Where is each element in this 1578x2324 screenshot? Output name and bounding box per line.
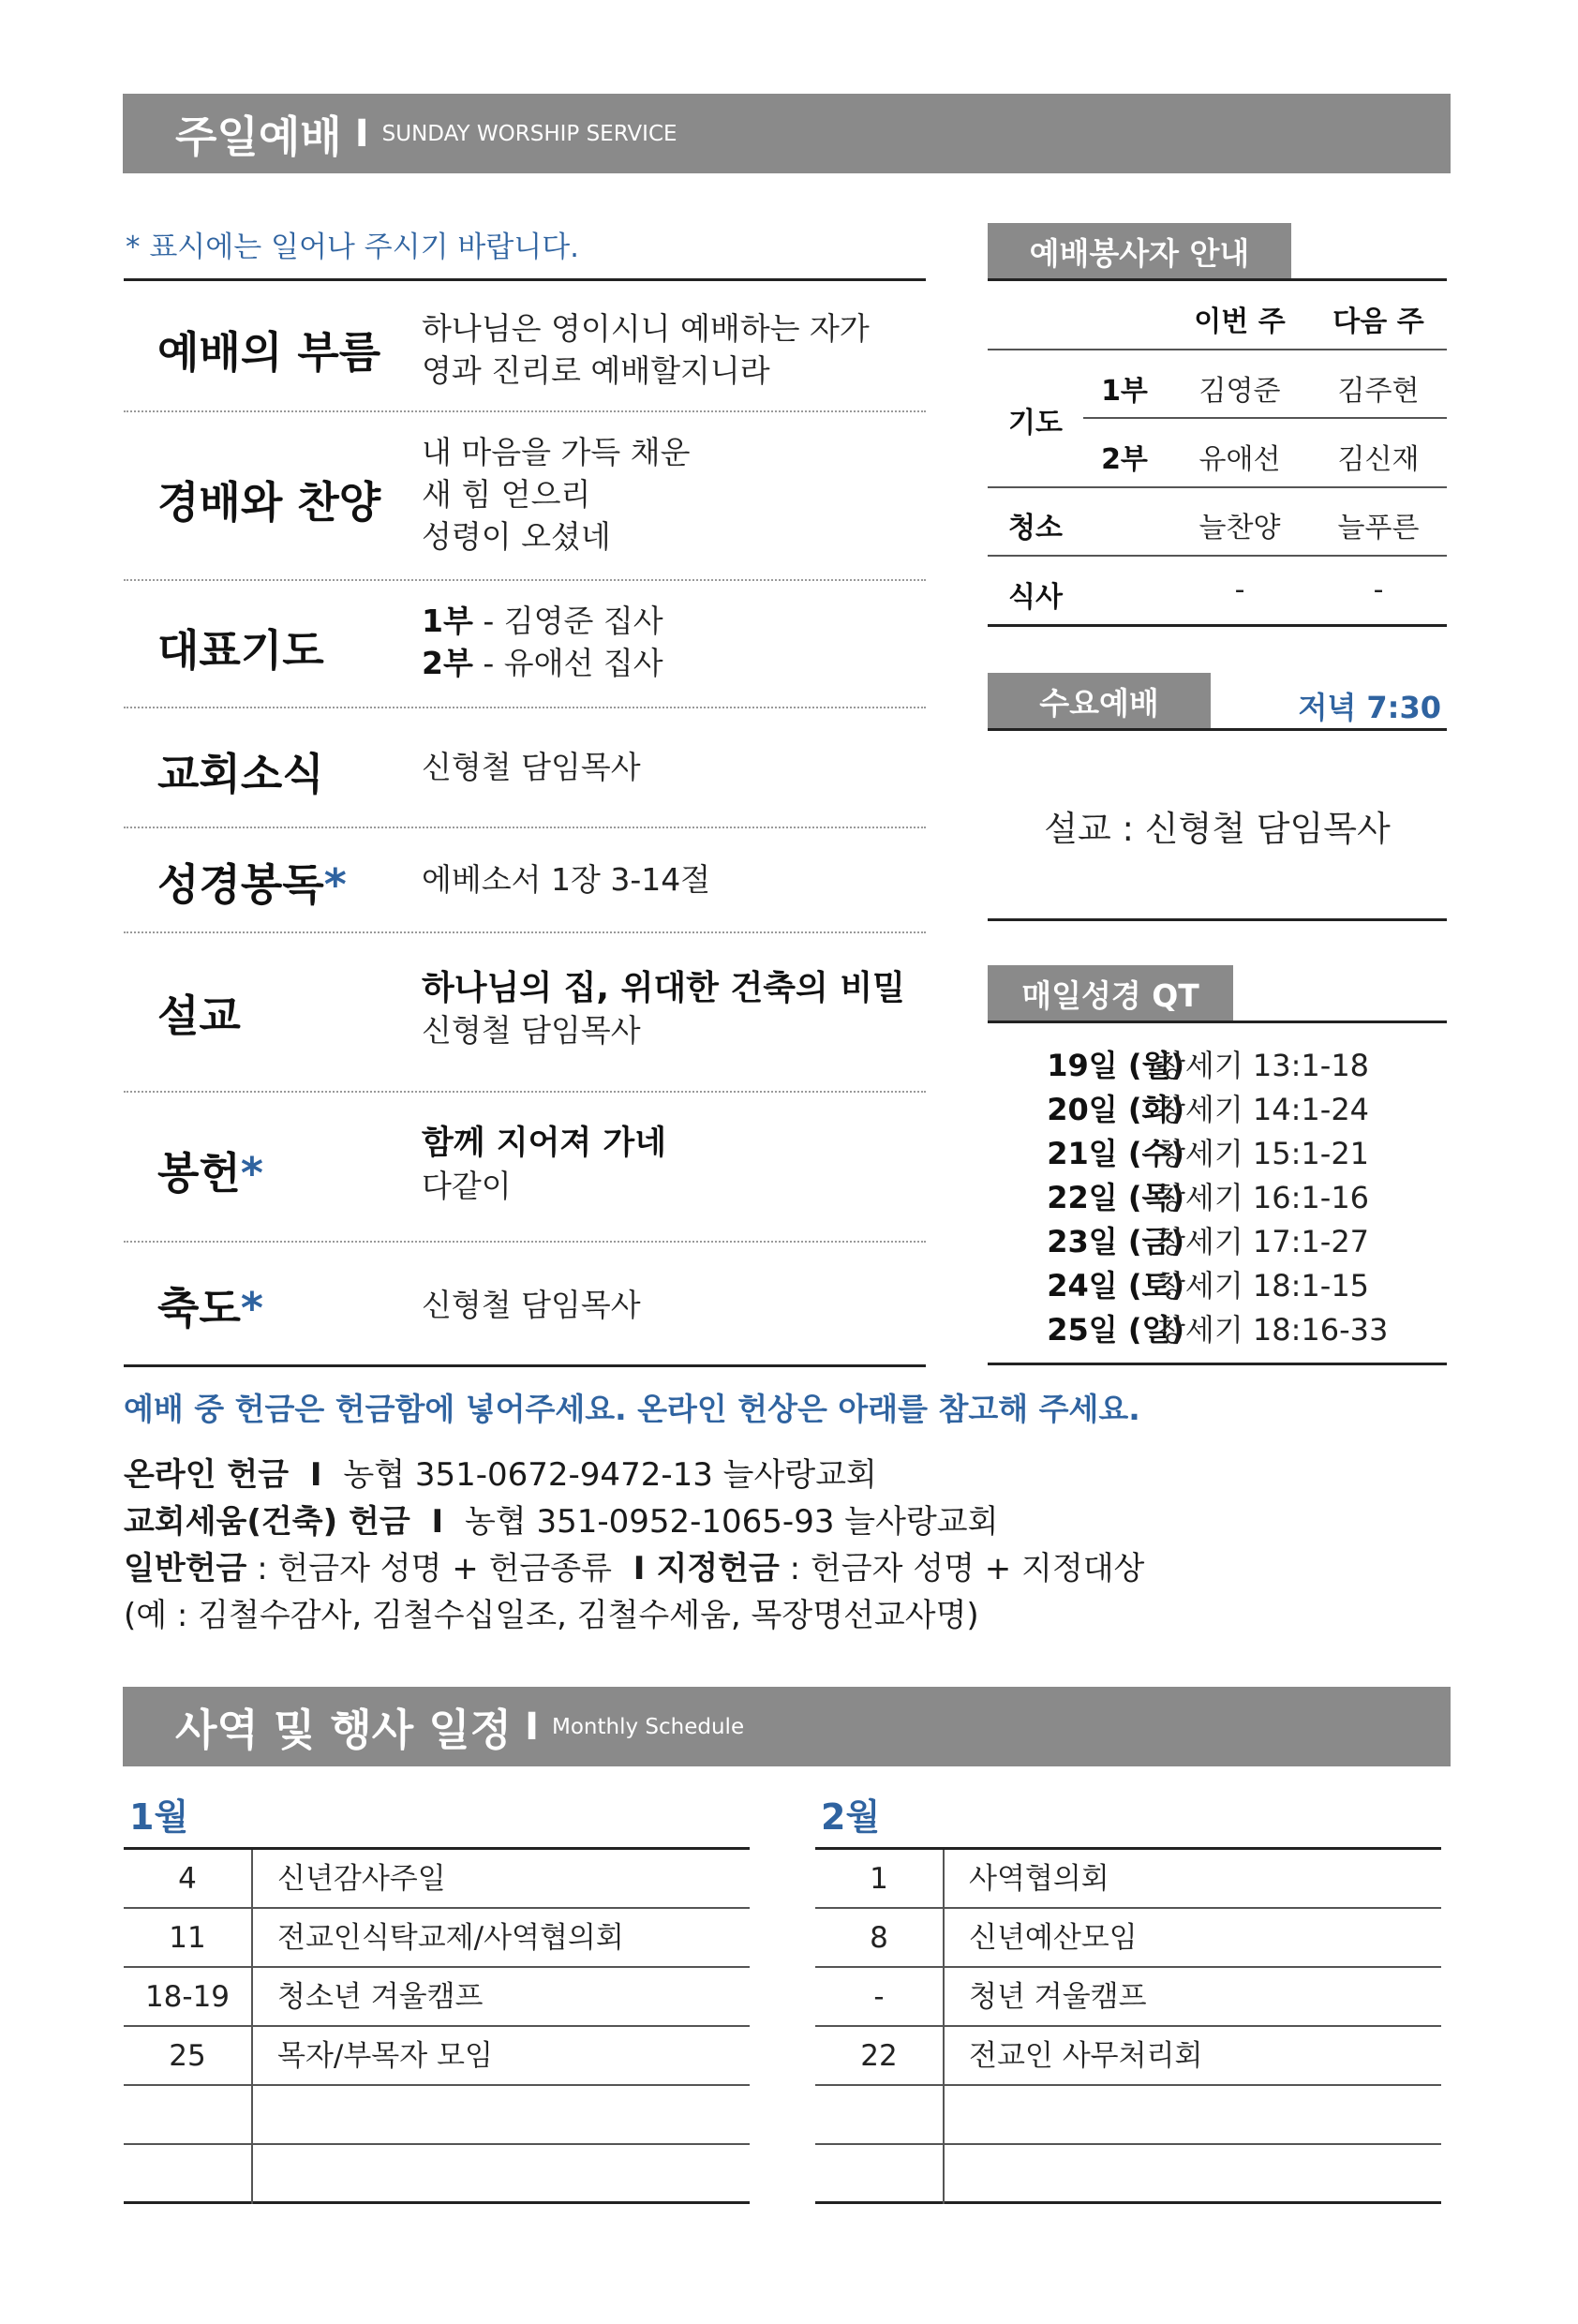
qt-top-rule — [988, 1020, 1447, 1023]
clean-this: 늘찬양 — [1198, 512, 1281, 544]
offering-online: 온라인 헌금 I 농협 351-0672-9472-13 늘사랑교회 — [124, 1456, 877, 1494]
order-title: 교회소식 — [157, 749, 324, 799]
order-row-call — [124, 281, 926, 412]
order-row-benediction — [124, 1243, 926, 1364]
order-title: 설교 — [157, 991, 241, 1041]
order-row-news — [124, 708, 926, 828]
qt-header: 매일성경 QT — [988, 965, 1233, 1021]
order-text: 함께 지어져 가네 다같이 — [422, 1125, 667, 1204]
table-row: 18-19 청소년 겨울캠프 — [124, 1968, 750, 2027]
offering-building: 교회세움(건축) 헌금 I 농협 351-0952-1065-93 늘사랑교회 — [124, 1503, 999, 1541]
qt-bottom-rule — [988, 1363, 1447, 1365]
order-text: 신형철 담임목사 — [422, 1287, 641, 1323]
banner-divider: I — [354, 112, 369, 156]
order-bottom-rule — [124, 1364, 926, 1367]
servants-header-rule — [988, 349, 1447, 350]
february-label: 2월 — [821, 1796, 881, 1838]
prayer-label: 기도 — [1008, 407, 1063, 439]
table-row: 11 전교인식탁교제/사역협의회 — [124, 1909, 750, 1968]
offering-general: 일반헌금 : 헌금자 성명 + 헌금종류 I 지정헌금 : 헌금자 성명 + 지정대상 — [124, 1550, 1145, 1587]
order-text: 에베소서 1장 3-14절 — [422, 861, 711, 898]
servants-rule-2 — [988, 486, 1447, 488]
banner-divider: I — [525, 1705, 539, 1749]
table-row — [124, 2086, 750, 2145]
qt-item: 22일 (목) 창세기 16:1-16 — [1047, 1180, 1370, 1215]
order-text: 내 마음을 가득 채운 새 힘 얻으리 성령이 오셨네 — [422, 434, 691, 555]
servants-header: 예배봉사자 안내 — [988, 223, 1291, 279]
prayer-2-this: 유애선 — [1198, 443, 1281, 476]
january-table — [124, 1847, 750, 2205]
prayer-1-next: 김주현 — [1337, 375, 1420, 408]
order-text: 하나님의 집, 위대한 건축의 비밀 신형철 담임목사 — [422, 969, 905, 1049]
order-title: 성경봉독* — [157, 859, 347, 910]
table-row: 8 신년예산모임 — [815, 1909, 1441, 1968]
col-this-week: 이번 주 — [1194, 305, 1286, 338]
wednesday-bottom-rule — [988, 918, 1447, 921]
prayer-part-2: 2부 — [1101, 443, 1148, 476]
wednesday-header: 수요예배 — [988, 673, 1211, 729]
order-title: 경배와 찬양 — [157, 477, 381, 528]
worship-title-ko: 주일예배 — [175, 111, 342, 162]
standing-notice: * 표시에는 일어나 주시기 바랍니다. — [126, 231, 580, 264]
table-row: 25 목자/부목자 모임 — [124, 2027, 750, 2086]
wednesday-time: 저녁 7:30 — [1298, 690, 1441, 725]
worship-title-en: SUNDAY WORSHIP SERVICE — [381, 121, 677, 146]
servants-sub-rule — [1083, 417, 1447, 419]
offering-headline: 예배 중 헌금은 헌금함에 넣어주세요. 온라인 헌상은 아래를 참고해 주세요. — [124, 1391, 1140, 1427]
order-row-sermon — [124, 933, 926, 1093]
january-label: 1월 — [129, 1796, 189, 1838]
wednesday-top-rule — [988, 728, 1447, 731]
servants-bottom-rule — [988, 624, 1447, 627]
qt-item: 21일 (수) 창세기 15:1-21 — [1047, 1136, 1370, 1171]
meal-next: - — [1373, 574, 1384, 606]
clean-next: 늘푸른 — [1337, 512, 1420, 544]
order-text: 신형철 담임목사 — [422, 749, 641, 785]
table-row: 22 전교인 사무처리회 — [815, 2027, 1441, 2086]
qt-item: 23일 (금) 창세기 17:1-27 — [1047, 1224, 1370, 1259]
schedule-banner — [123, 1687, 1451, 1766]
order-row-praise — [124, 412, 926, 581]
order-text: 하나님은 영이시니 예배하는 자가 영과 진리로 예배할지니라 — [422, 310, 870, 389]
qt-item: 19일 (월) 창세기 13:1-18 — [1047, 1048, 1370, 1083]
wednesday-sermon: 설교 : 신형철 담임목사 — [1044, 809, 1391, 849]
qt-item: 24일 (토) 창세기 18:1-15 — [1047, 1268, 1370, 1304]
table-row: 4 신년감사주일 — [124, 1850, 750, 1909]
prayer-2-next: 김신재 — [1337, 443, 1420, 476]
order-title: 예배의 부름 — [157, 327, 381, 378]
meal-this: - — [1234, 574, 1245, 606]
order-text: 1부 - 김영준 집사 2부 - 유애선 집사 — [422, 603, 663, 681]
clean-label: 청소 — [1008, 512, 1063, 544]
order-title: 축도* — [157, 1283, 263, 1333]
order-row-prayer — [124, 581, 926, 708]
schedule-title-en: Monthly Schedule — [552, 1714, 745, 1739]
worship-banner — [123, 94, 1451, 173]
schedule-title-ko: 사역 및 행사 일정 — [175, 1704, 513, 1755]
february-table — [815, 1847, 1441, 2205]
meal-label: 식사 — [1008, 581, 1063, 614]
servants-top-rule — [988, 278, 1447, 281]
prayer-1-this: 김영준 — [1198, 375, 1281, 408]
qt-item: 25일 (일) 창세기 18:16-33 — [1047, 1312, 1389, 1348]
table-row — [815, 2086, 1441, 2145]
table-row: - 청년 겨울캠프 — [815, 1968, 1441, 2027]
col-next-week: 다음 주 — [1332, 305, 1424, 338]
offering-example: (예 : 김철수감사, 김철수십일조, 김철수세움, 목장명선교사명) — [124, 1597, 979, 1634]
order-row-reading — [124, 828, 926, 933]
prayer-part-1: 1부 — [1101, 375, 1148, 408]
order-title: 봉헌* — [157, 1148, 263, 1199]
order-row-offering — [124, 1093, 926, 1243]
table-row: 1 사역협의회 — [815, 1850, 1441, 1909]
servants-rule-3 — [988, 555, 1447, 557]
order-title: 대표기도 — [157, 625, 324, 676]
table-row — [815, 2145, 1441, 2204]
qt-item: 20일 (화) 창세기 14:1-24 — [1047, 1092, 1370, 1127]
table-row — [124, 2145, 750, 2204]
